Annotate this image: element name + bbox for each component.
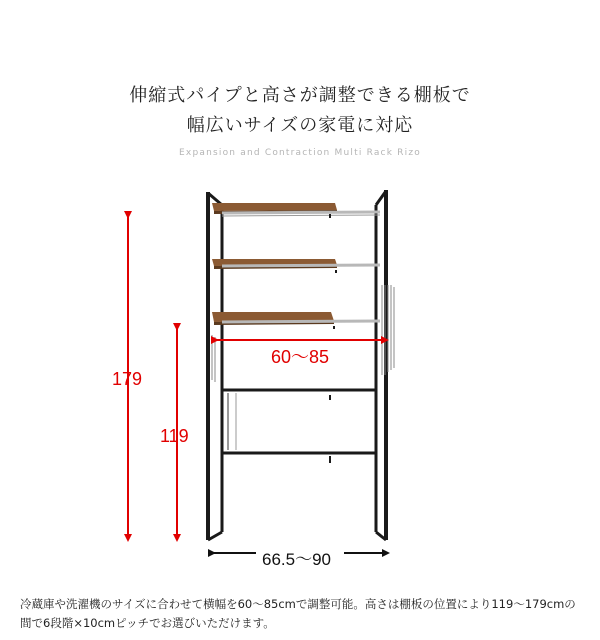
product-subtitle: Expansion and Contraction Multi Rack Rizo (179, 148, 421, 158)
total-height-label: 179 (112, 369, 143, 389)
hanging-rails (222, 214, 376, 463)
shelf-width-label: 60〜85 (271, 347, 330, 367)
min-height-label: 119 (160, 426, 189, 446)
shelves (212, 203, 380, 325)
product-description: 冷蔵庫や洗濯機のサイズに合わせて横幅を60〜85cmで調整可能。高さは棚板の位置により119〜179cmの間で6段階×10cmピッチでお選びいただけます。 (20, 597, 576, 630)
headline-line-1: 伸縮式パイプと高さが調整できる棚板で (129, 85, 471, 106)
headline-line-2: 幅広いサイズの家電に対応 (186, 115, 414, 136)
base-width-label: 66.5〜90 (262, 550, 331, 569)
